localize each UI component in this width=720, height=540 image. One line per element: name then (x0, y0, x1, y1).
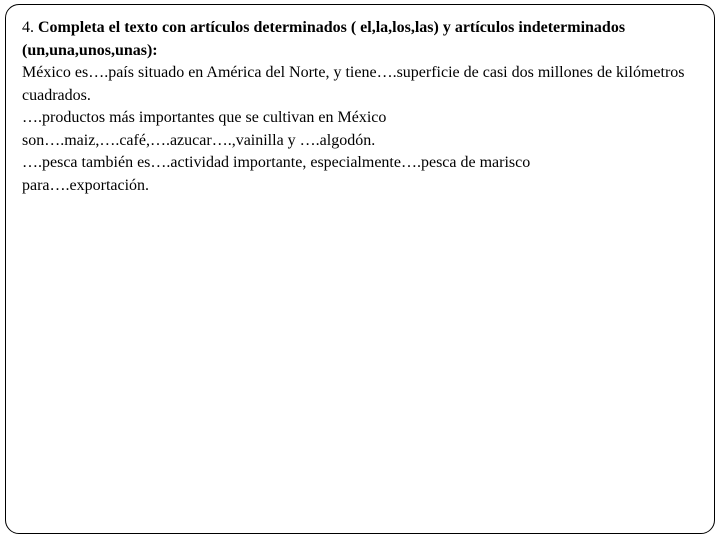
exercise-number: 4. (22, 19, 34, 36)
exercise-heading (22, 17, 702, 62)
text-line: son….maiz,….café,….azucar….,vainilla y ….algodón. (22, 131, 376, 149)
text-line: para….exportación. (22, 176, 150, 194)
text-line: México es….país situado en América del Norte, y tiene….superficie de casi dos millones de kilómetros cuadrados. (22, 64, 689, 104)
text-line: ….pesca también es….actividad importante, especialmente….pesca de marisco (22, 154, 531, 171)
exercise-instruction: Completa el texto con artículos determinados ( el,la,los,las) y artículos indeterminados (un,una,unos,unas): (22, 19, 630, 59)
exercise-content (22, 17, 702, 197)
text-line: ….productos más importantes que se cultivan en México (22, 109, 387, 126)
